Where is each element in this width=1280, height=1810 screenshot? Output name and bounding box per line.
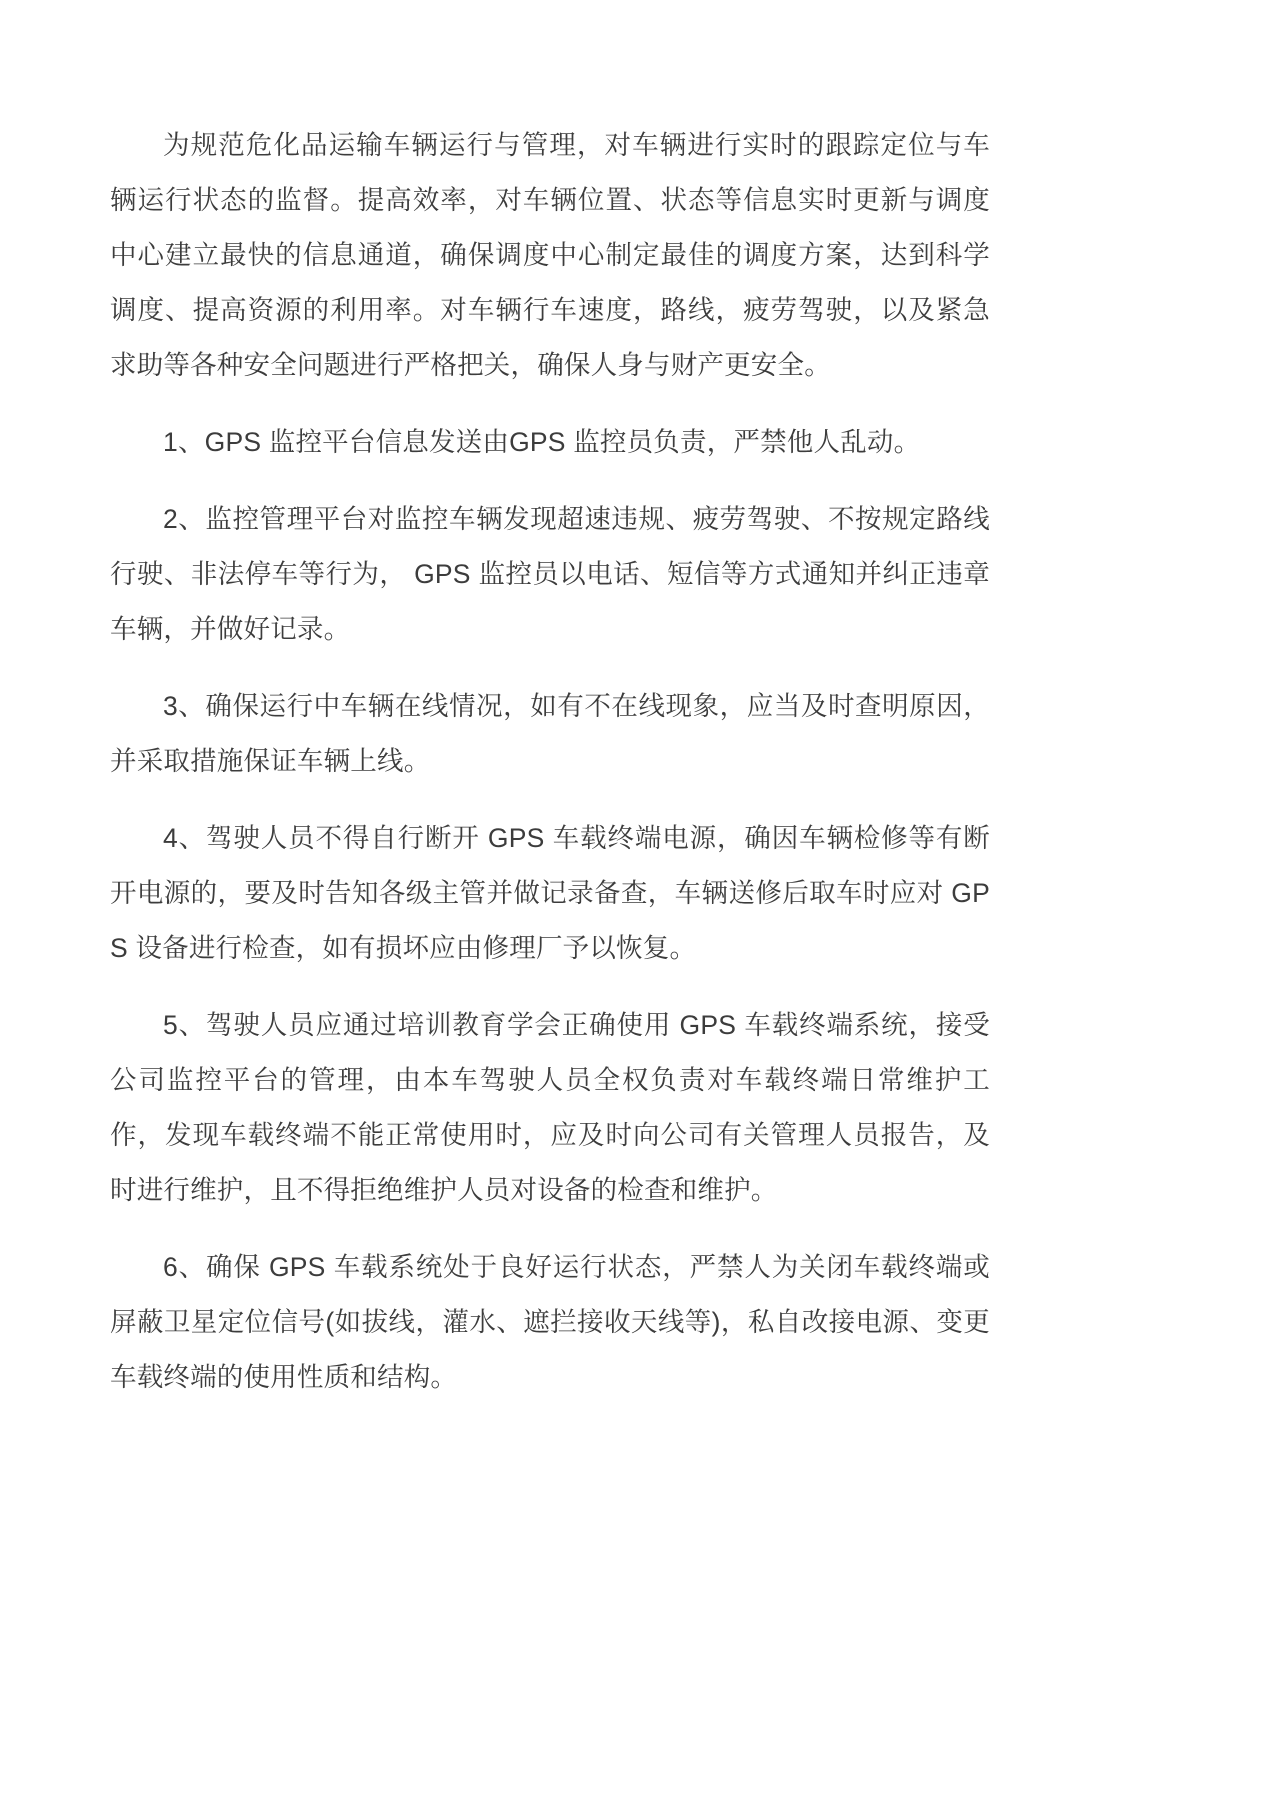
paragraph-item-1: 1、GPS 监控平台信息发送由GPS 监控员负责，严禁他人乱动。 bbox=[163, 427, 921, 457]
paragraph-intro: 为规范危化品运输车辆运行与管理，对车辆进行实时的跟踪定位与车辆运行状态的监督。提高效率，对车辆位置、状态等信息实时更新与调度中心建立最快的信息通道，确保调度中心制定最佳的调度方案，达到科学调度、提高资源的利用率。对车辆行车速度，路线，疲劳驾驶，以及紧急求助等各种安全问题进行严格把关，确保人身与财产更安全。 bbox=[110, 130, 990, 380]
paragraph-item-6: 6、确保 GPS 车载系统处于良好运行状态，严禁人为关闭车载终端或屏蔽卫星定位信号(如拔线，灌水、遮拦接收天线等)，私自改接电源、变更车载终端的使用性质和结构。 bbox=[110, 1252, 990, 1392]
paragraph-item-2: 2、监控管理平台对监控车辆发现超速违规、疲劳驾驶、不按规定路线行驶、非法停车等行为， GPS 监控员以电话、短信等方式通知并纠正违章车辆，并做好记录。 bbox=[110, 504, 990, 644]
paragraph-item-3: 3、确保运行中车辆在线情况，如有不在线现象，应当及时查明原因，并采取措施保证车辆上线。 bbox=[110, 691, 990, 776]
paragraph-item-4: 4、驾驶人员不得自行断开 GPS 车载终端电源，确因车辆检修等有断开电源的，要及时告知各级主管并做记录备查，车辆送修后取车时应对 GPS 设备进行检查，如有损坏应由修理厂予以恢复。 bbox=[110, 823, 990, 963]
document-body bbox=[110, 118, 990, 1405]
paragraph-item-5: 5、驾驶人员应通过培训教育学会正确使用 GPS 车载终端系统，接受公司监控平台的管理，由本车驾驶人员全权负责对车载终端日常维护工作，发现车载终端不能正常使用时，应及时向公司有关管理人员报告，及时进行维护，且不得拒绝维护人员对设备的检查和维护。 bbox=[110, 1010, 990, 1205]
